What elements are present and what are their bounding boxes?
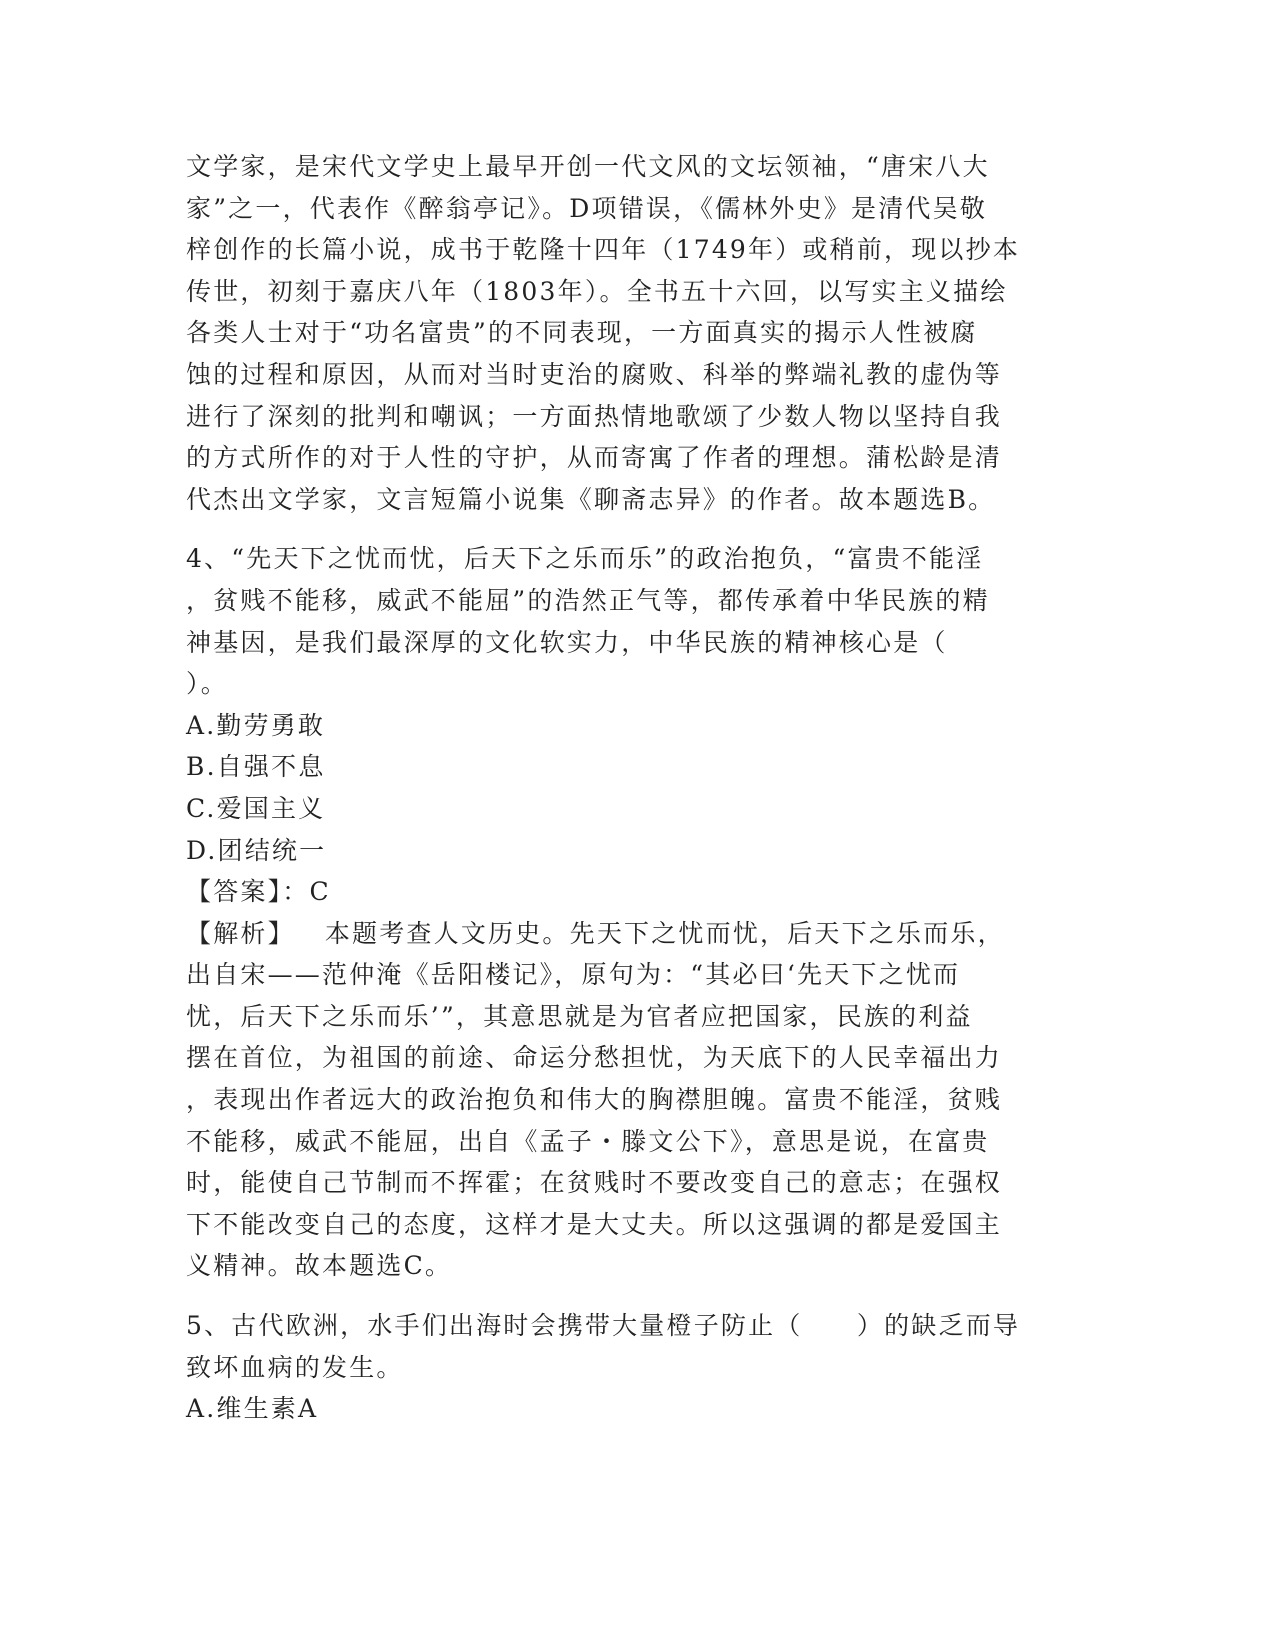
analysis-label: 【解析】 [186,918,295,948]
text-line: 梓创作的长篇小说，成书于乾隆十四年（1749年）或稍前，现以抄本 [186,235,1021,265]
q3-explanation-continued [186,146,1086,520]
option-a: A.维生素A [186,1394,319,1424]
analysis-line: 摆在首位，为祖国的前途、命运分愁担忧，为天底下的人民幸福出力 [186,1043,1003,1073]
question-stem-line: ）。 [186,669,228,699]
question-5 [186,1305,1086,1430]
analysis-line: 出自宋——范仲淹《岳阳楼记》，原句为：“其必曰‘先天下之忧而 [186,960,961,990]
analysis-line: 忧，后天下之乐而乐’”，其意思就是为官者应把国家，民族的利益 [186,1001,973,1031]
answer-label: 【答案】： [186,877,310,907]
spacer [186,1287,1086,1305]
text-line: 文学家，是宋代文学史上最早开创一代文风的文坛领袖，“唐宋八大 [186,152,990,181]
question-stem-line: 神基因，是我们最深厚的文化软实力，中华民族的精神核心是（ [186,627,948,657]
text-line: 蚀的过程和原因，从而对当时吏治的腐败、科举的弊端礼教的虚伪等 [186,359,1003,389]
analysis-first-text: 本题考查人文历史。先天下之忧而忧，后天下之乐而乐， [324,918,1005,948]
analysis-line: 下不能改变自己的态度，这样才是大丈夫。所以这强调的都是爱国主 [186,1209,1003,1239]
text-line: 代杰出文学家，文言短篇小说集《聊斋志异》的作者。故本题选B。 [186,484,996,514]
question-4 [186,538,1086,1287]
spacer [186,520,1086,538]
analysis-line: 不能移，威武不能屈，出自《孟子・滕文公下》，意思是说，在富贵 [186,1126,990,1156]
text-line: 各类人士对于“功名富贵”的不同表现，一方面真实的揭示人性被腐 [186,318,978,348]
option-a: A.勤劳勇敢 [186,710,326,740]
text-line: 的方式所作的对于人性的守护，从而寄寓了作者的理想。蒲松龄是清 [186,443,1003,473]
document-body [186,146,1086,1430]
question-stem-line: 4、“先天下之忧而忧，后天下之乐而乐”的政治抱负，“富贵不能淫 [186,544,984,574]
question-stem-line: 5、古代欧洲，水手们出海时会携带大量橙子防止（ ）的缺乏而导 [186,1311,1021,1341]
option-d: D.团结统一 [186,835,327,865]
analysis-line: 时，能使自己节制而不挥霍；在贫贱时不要改变自己的意志；在强权 [186,1168,1003,1198]
answer-value: C [309,877,331,907]
text-line: 传世，初刻于嘉庆八年（1803年）。全书五十六回，以写实主义描绘 [186,276,1008,306]
analysis-line: 义精神。故本题选C。 [186,1251,453,1281]
option-c: C.爱国主义 [186,793,326,823]
question-stem-line: ，贫贱不能移，威武不能屈”的浩然正气等，都传承着中华民族的精 [186,585,990,615]
analysis-line: ，表现出作者远大的政治抱负和伟大的胸襟胆魄。富贵不能淫，贫贱 [186,1085,1003,1115]
text-line: 家”之一，代表作《醉翁亭记》。D项错误，《儒林外史》是清代吴敬 [186,193,988,223]
text-line: 进行了深刻的批判和嘲讽；一方面热情地歌颂了少数人物以坚持自我 [186,401,1003,431]
analysis-first-line [186,913,1086,955]
answer-line [186,871,1086,913]
option-b: B.自强不息 [186,752,326,782]
question-stem-line: 致坏血病的发生。 [186,1352,404,1382]
